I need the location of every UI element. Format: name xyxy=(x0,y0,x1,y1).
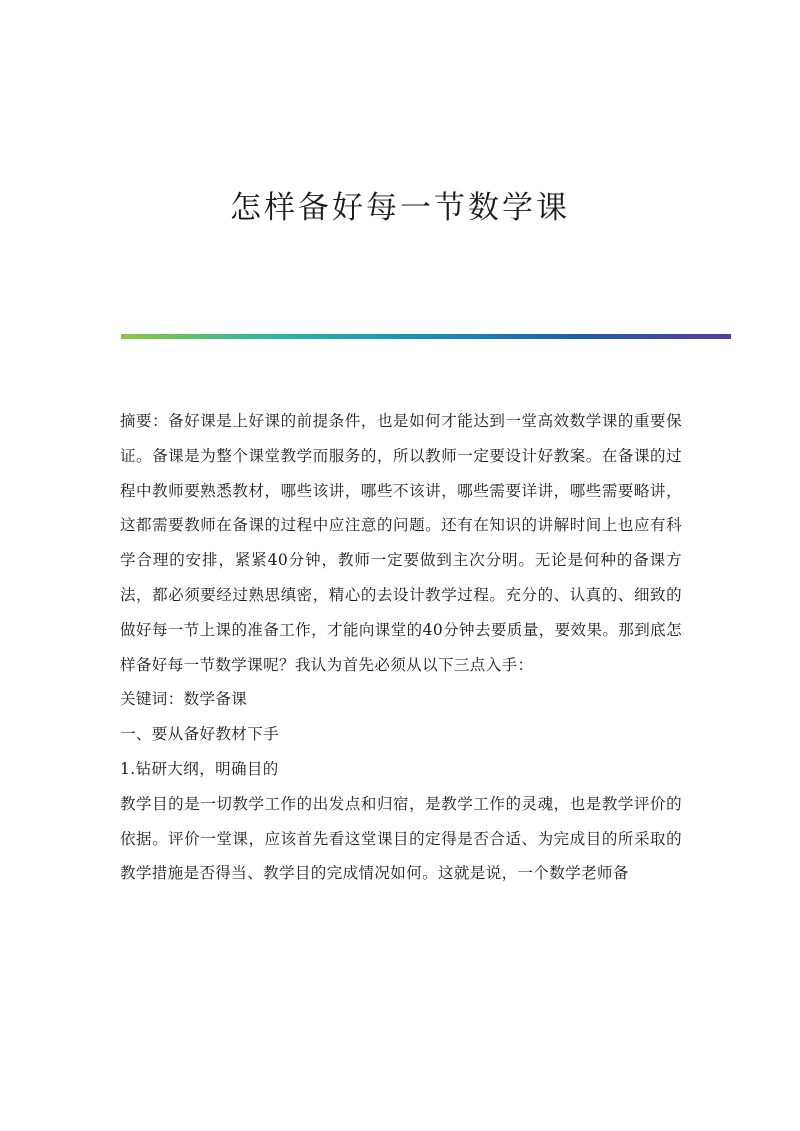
document-body xyxy=(120,404,682,891)
document-title: 怎样备好每一节数学课 xyxy=(230,190,570,226)
abstract-paragraph: 摘要：备好课是上好课的前提条件，也是如何才能达到一堂高效数学课的重要保证。备课是为整个课堂教学而服务的，所以教师一定要设计好教案。在备课的过程中教师要熟悉教材，哪些该讲，哪些不该讲，哪些需要详讲，哪些需要略讲，这都需要教师在备课的过程中应注意的问题。还有在知识的讲解时间上也应有科学合理的安排，紧紧40分钟，教师一定要做到主次分明。无论是何种的备课方法，都必须要经过熟思缜密，精心的去设计教学过程。充分的、认真的、细致的做好每一节上课的准备工作，才能向课堂的40分钟去要质量，要效果。那到底怎样备好每一节数学课呢？我认为首先必须从以下三点入手： xyxy=(120,412,682,674)
body-paragraph: 教学目的是一切教学工作的出发点和归宿，是教学工作的灵魂，也是教学评价的依据。评价一堂课，应该首先看这堂课目的定得是否合适、为完成目的所采取的教学措施是否得当、教学目的完成情况如何。这就是说，一个数学老师备 xyxy=(120,794,682,883)
keywords-line: 关键词：数学备课 xyxy=(120,690,248,709)
section-heading: 一、要从备好教材下手 xyxy=(120,725,280,744)
title-divider xyxy=(121,334,731,339)
subsection-heading: 1.钻研大纲，明确目的 xyxy=(120,759,279,778)
